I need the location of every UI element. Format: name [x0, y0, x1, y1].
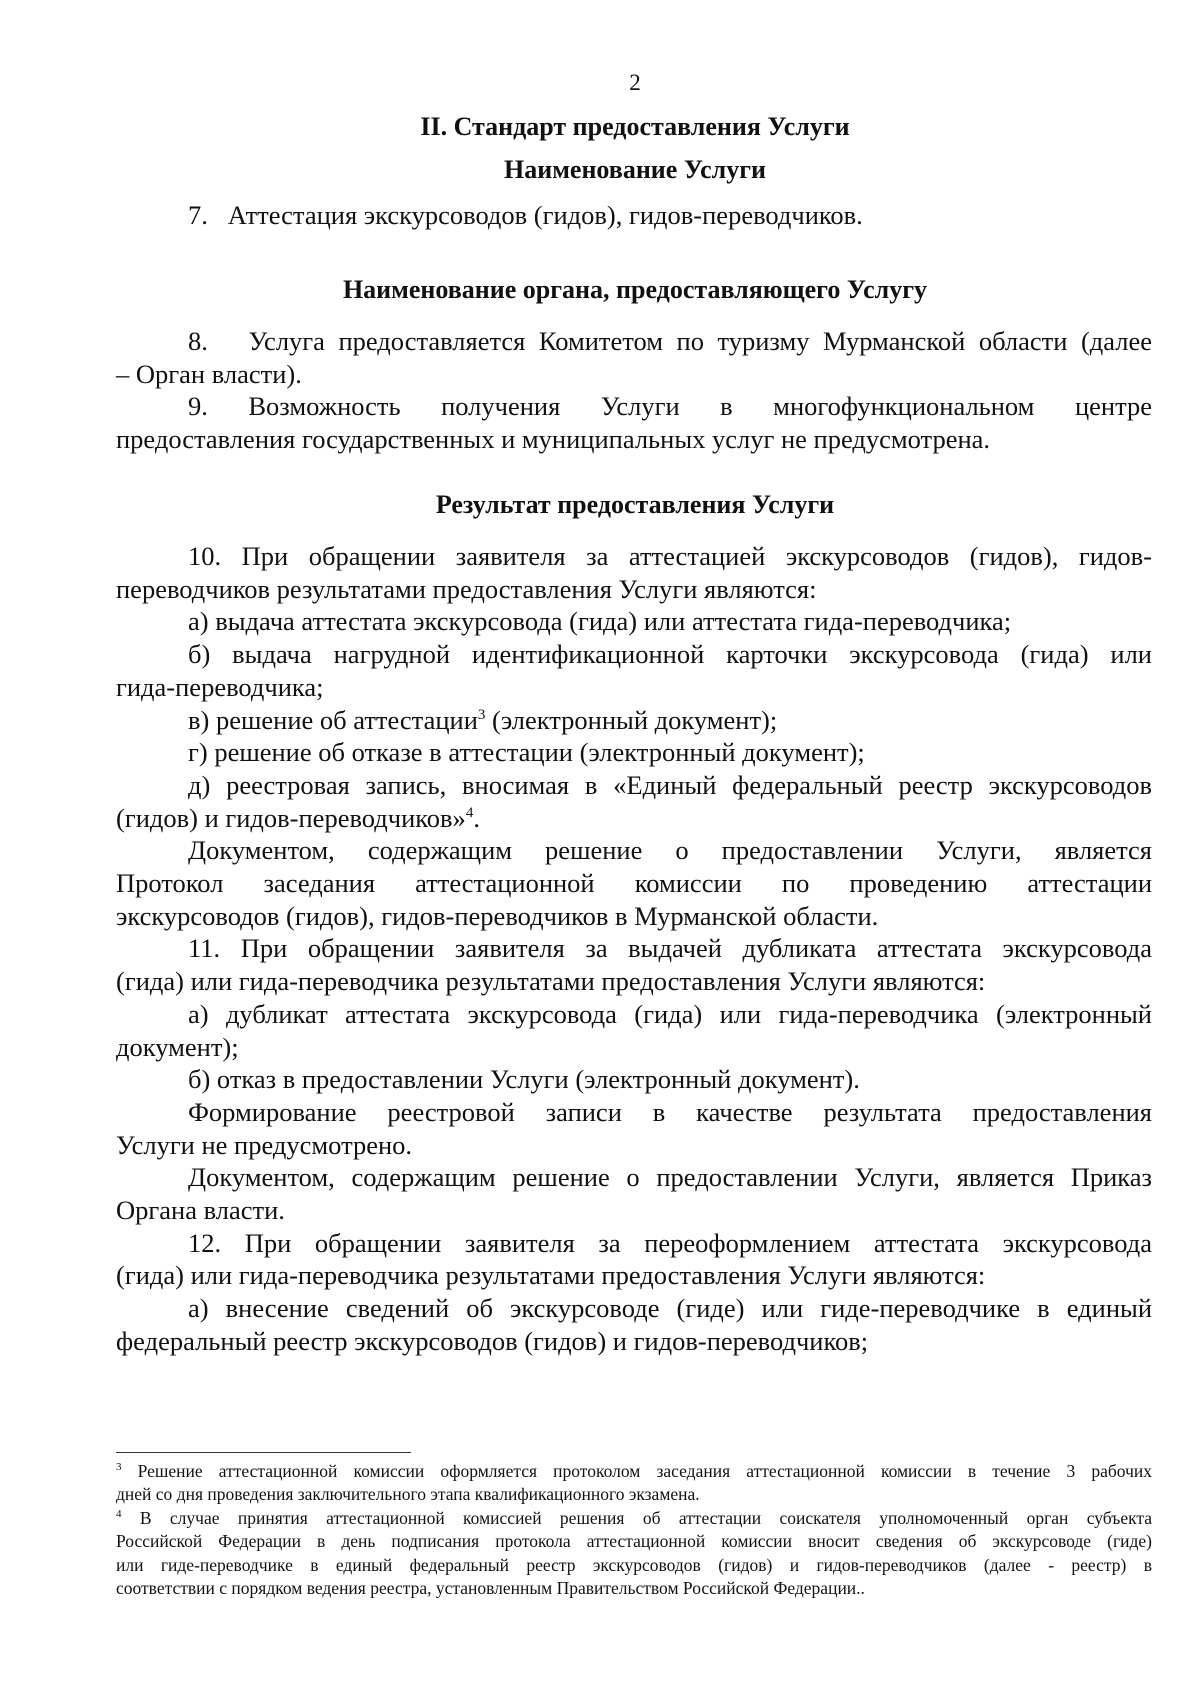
paragraph-7: 7. Аттестация экскурсоводов (гидов), гидов-переводчиков.: [188, 200, 863, 230]
heading-service-name: Наименование Услуги: [503, 155, 767, 184]
section-title: II. Стандарт предоставления Услуги: [420, 112, 850, 141]
item-v: в) решение об аттестации$^3$ (электронный документ);: [188, 704, 778, 735]
heading-result: Результат предоставления Услуги: [435, 490, 835, 519]
footnote-4-line1: $^4$ В случае принятия аттестационной комиссией решения об аттестации соискателя уполномоченный орган субъекта: [116, 1507, 1152, 1528]
footnote-separator: [116, 1452, 411, 1453]
footnotes: $^3$ Решение аттестационной комиссии оформляется протоколом заседания аттестационной комиссии в течение 3 рабочих дней со дня проведения заключительного этапа квалификационного экзамена. $^4$ В случае принятия аттестационной комиссией решения об аттестации соискателя уполномоченный орган субъекта Российской Федерации в день подписания протокола аттестационной комиссии вносит сведения об экскурсоводе (гиде) или гиде-переводчике в единый федеральный реестр экскурсоводов (гидов) и гидов-переводчиков (далее - реестр) в соответствии с порядком ведения реестра, установленным Правительством Российской Федерации..: [116, 1461, 1152, 1599]
footnote-ref-4[interactable]: 4: [465, 804, 474, 821]
footnote-3-line1: $^3$ Решение аттестационной комиссии оформляется протоколом заседания аттестационной комиссии в течение 3 рабочих: [116, 1461, 1152, 1481]
heading-authority: Наименование органа, предоставляющего Услугу: [342, 275, 928, 304]
paragraphs-8-9: 8. Услуга предоставляется Комитетом по туризму Мурманской области (далее – Орган власти). 9. Возможность получения Услуги в многофункциональном центре предоставления государственных и муниципальных услуг не предусмотрена.: [116, 326, 1152, 455]
footnote-ref-3[interactable]: 3: [477, 706, 486, 723]
result-body: 10. При обращении заявителя за аттестацией экскурсоводов (гидов), гидов- переводчиков результатами предоставления Услуги являются: а) выдача аттестата экскурсовода (гида) или аттестата гида-переводчика; б) выдача нагрудной идентификационной карточки экскурсовода (гида) или гида-переводчика; в) решение об аттестации$^3$ (электронный документ); г) решение об отказе в аттестации (электронный документ); д) реестровая запись, вносимая в «Единый федеральный реестр экскурсоводов (гидов) и гидов-переводчиков»$^4$. Документом, содержащим решение о предоставлении Услуги, является Протокол заседания аттестационной комиссии по проведению аттестации экскурсоводов (гидов), гидов-переводчиков в Мурманской области. 11. При обращении заявителя за выдачей дубликата аттестата экскурсовода (гида) или гида-переводчика результатами предоставления Услуги являются: а) дубликат аттестата экскурсовода (гида) или гида-переводчика (электронный документ); б) отказ в предоставлении Услуги (электронный документ). Формирование реестровой записи в качестве результата предоставления Услуги не предусмотрено. Документом, содержащим решение о предоставлении Услуги, является Приказ Органа власти. 12. При обращении заявителя за переоформлением аттестата экскурсовода (гида) или гида-переводчика результатами предоставления Услуги являются: а) внесение сведений об экскурсоводе (гиде) или гиде-переводчике в единый федеральный реестр экскурсоводов (гидов) и гидов-переводчиков;: [116, 541, 1152, 1356]
item-d-line2: (гидов) и гидов-переводчиков»$^4$.: [116, 802, 480, 833]
page-number: 2: [629, 70, 641, 95]
